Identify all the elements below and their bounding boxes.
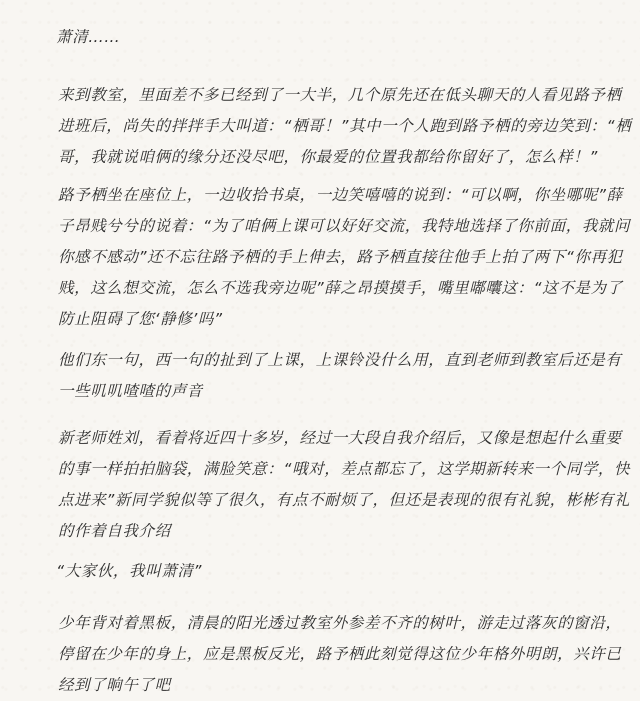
paragraph-2: 来到教室，里面差不多已经到了一大半，几个原先还在低头聊天的人看见路予栖进班后，尚失的拌拌手大叫道：“栖哥！”其中一个人跑到路予栖的旁边笑到：“栖哥，我就说咱俩的缘分还没尽吧，你最爱的位置我都给你留好了，怎么样！” <box>58 86 632 166</box>
paragraph-5: 新老师姓刘，看着将近四十多岁，经过一大段自我介绍后，又像是想起什么重要的事一样拍拍脑袋，满脸笑意：“哦对，差点都忘了，这学期新转来一个同学，快点进来”新同学貌似等了很久，有点不耐烦了，但还是表现的很有礼貌，彬彬有礼的作着自我介绍 <box>58 429 631 540</box>
paragraph-3: 路予栖坐在座位上，一边收拾书桌，一边笑嘻嘻的说到：“可以啊，你坐哪呢”薛子昂贱兮兮的说着：“为了咱俩上课可以好好交流，我特地选择了你前面，我就问你感不感动”还不忘往路予栖的手上伸去，路予栖直接往他手上拍了两下“你再犯贱，这么想交流，怎么不选我旁边呢”薛之昂摸摸手，嘴里嘟囔这：“这不是为了防止阻碍了您‘静修’吗” <box>58 186 631 328</box>
paragraph-6: “大家伙，我叫萧清” <box>56 562 203 580</box>
paragraph-1: 萧清…… <box>56 28 121 46</box>
paragraph-7: 少年背对着黑板，清晨的阳光透过教室外参差不齐的树叶，游走过落灰的窗沿，停留在少年的身上，应是黑板反光，路予栖此刻觉得这位少年格外明朗，兴许已经到了晌午了吧 <box>58 614 622 694</box>
paragraph-4: 他们东一句，西一句的扯到了上课，上课铃没什么用，直到老师到教室后还是有一些叽叽喳喳的声音 <box>58 351 622 400</box>
